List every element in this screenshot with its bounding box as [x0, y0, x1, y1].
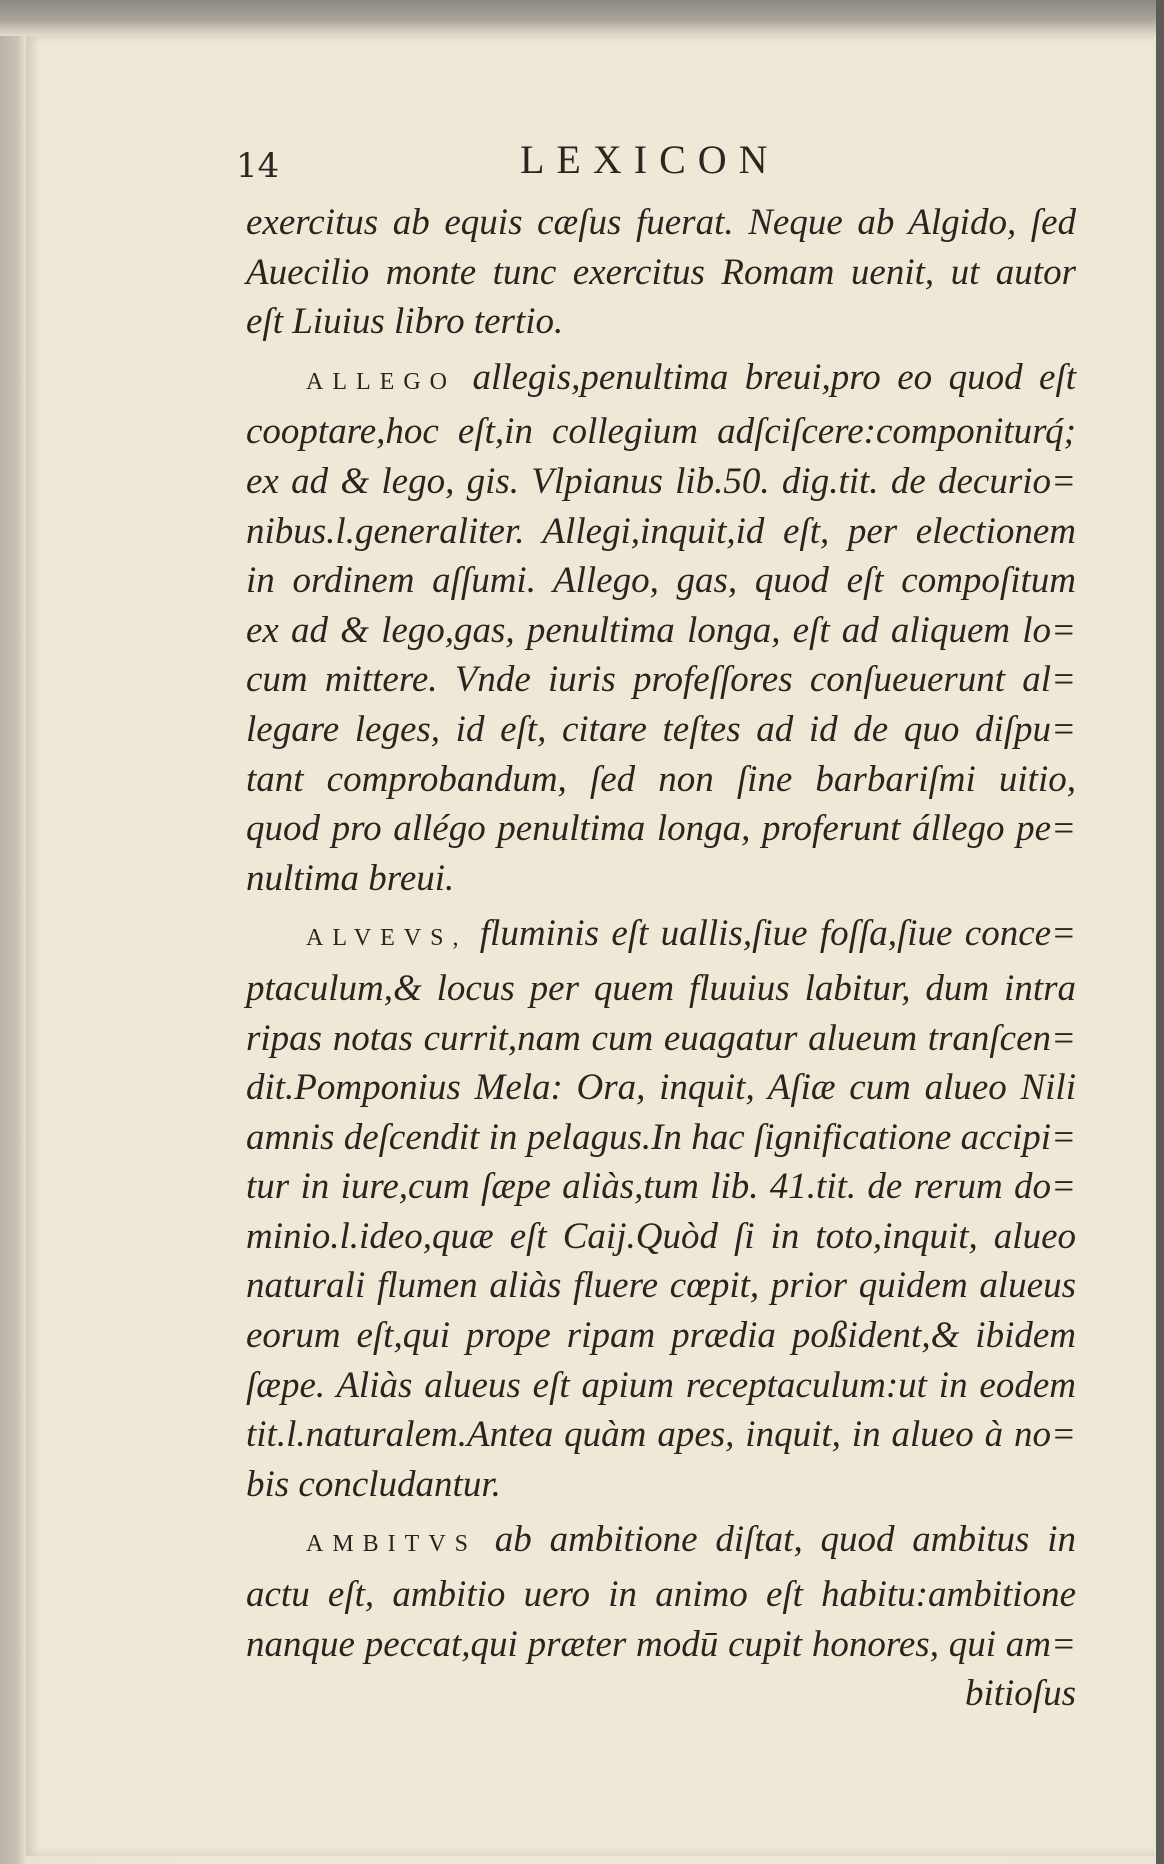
- text-line: tit.l.naturalem.Antea quàm apes, inquit, in alueo à no=: [246, 1414, 1076, 1456]
- text-line: cooptare,hoc eſt,in collegium adſciſcere:componiturq́;: [246, 411, 1076, 453]
- text-line: ſæpe. Aliàs alueus eſt apium receptaculum:ut in eodem: [246, 1364, 1076, 1406]
- running-title: LEXICON: [520, 137, 780, 182]
- text-line: ptaculum,& locus per quem fluuius labitur, dum intra: [246, 967, 1076, 1009]
- text-line: legare leges, id eſt, citare teſtes ad id de quo diſpu=: [246, 708, 1076, 750]
- entry-first-line: [246, 909, 1076, 964]
- text-line: eorum eſt,qui prope ripam prædia poßident,& ibidem: [246, 1315, 1076, 1357]
- entry-headword: ALLEGO: [306, 368, 456, 395]
- scan-right-border: [1156, 0, 1164, 1864]
- text-line: eſt Liuius libro tertio.: [246, 301, 564, 343]
- text-line: nultima breui.: [246, 857, 455, 899]
- page-top-edge: [0, 0, 1164, 36]
- text-line: nanque peccat,qui præter modū cupit honores, qui am=: [246, 1623, 1076, 1665]
- text-line: minio.l.ideo,quæ eſt Caij.Quòd ſi in toto,inquit, alueo: [246, 1215, 1076, 1257]
- text-line: actu eſt, ambitio uero in animo eſt habitu:ambitione: [246, 1574, 1076, 1616]
- text-line: amnis deſcendit in pelagus.In hac ſignificatione accipi=: [246, 1116, 1076, 1158]
- entry-headword: AMBITVS: [306, 1531, 478, 1558]
- entry-first-line: [246, 353, 1076, 408]
- entry-text: allegis,penultima breui,pro eo quod eſt: [472, 356, 1077, 398]
- entry-first-line: [246, 1515, 1076, 1570]
- text-line: in ordinem aſſumi. Allego, gas, quod eſt compoſitum: [246, 560, 1076, 602]
- catchword: bitioſus: [964, 1673, 1076, 1715]
- text-line: ex ad & lego,gas, penultima longa, eſt ad aliquem lo=: [246, 609, 1076, 651]
- text-line: bis concludantur.: [246, 1463, 501, 1505]
- entry-text: ab ambitione diſtat, quod ambitus in: [494, 1519, 1076, 1561]
- text-line: quod pro allégo penultima longa, proferunt állego pe=: [246, 808, 1076, 850]
- text-line: nibus.l.generaliter. Allegi,inquit,id eſt, per electionem: [246, 510, 1076, 552]
- text-line: tant comprobandum, ſed non ſine barbariſmi uitio,: [246, 758, 1076, 800]
- text-line: dit.Pomponius Mela: Ora, inquit, Aſiæ cum alueo Nili: [246, 1067, 1076, 1109]
- text-line: exercitus ab equis cæſus fuerat. Neque ab Algido, ſed: [246, 202, 1076, 243]
- text-line: Auecilio monte tunc exercitus Romam uenit, ut autor: [246, 251, 1076, 293]
- entry-text: fluminis eſt uallis,ſiue foſſa,ſiue conce=: [479, 913, 1077, 955]
- text-line: naturali flumen aliàs fluere cœpit, prior quidem alueus: [246, 1265, 1076, 1307]
- entry-headword: ALVEVS,: [306, 925, 468, 952]
- text-line: ripas notas currit,nam cum euagatur alueum tranſcen=: [246, 1017, 1076, 1059]
- text-line: ex ad & lego, gis. Vlpianus lib.50. dig.tit. de decurio=: [246, 460, 1076, 502]
- text-line: cum mittere. Vnde iuris profeſſores conſueuerunt al=: [246, 659, 1076, 701]
- text-line: tur in iure,cum ſæpe aliàs,tum lib. 41.tit. de rerum do=: [246, 1166, 1076, 1208]
- page-number: 14: [236, 146, 280, 186]
- body-text: [246, 198, 1076, 1719]
